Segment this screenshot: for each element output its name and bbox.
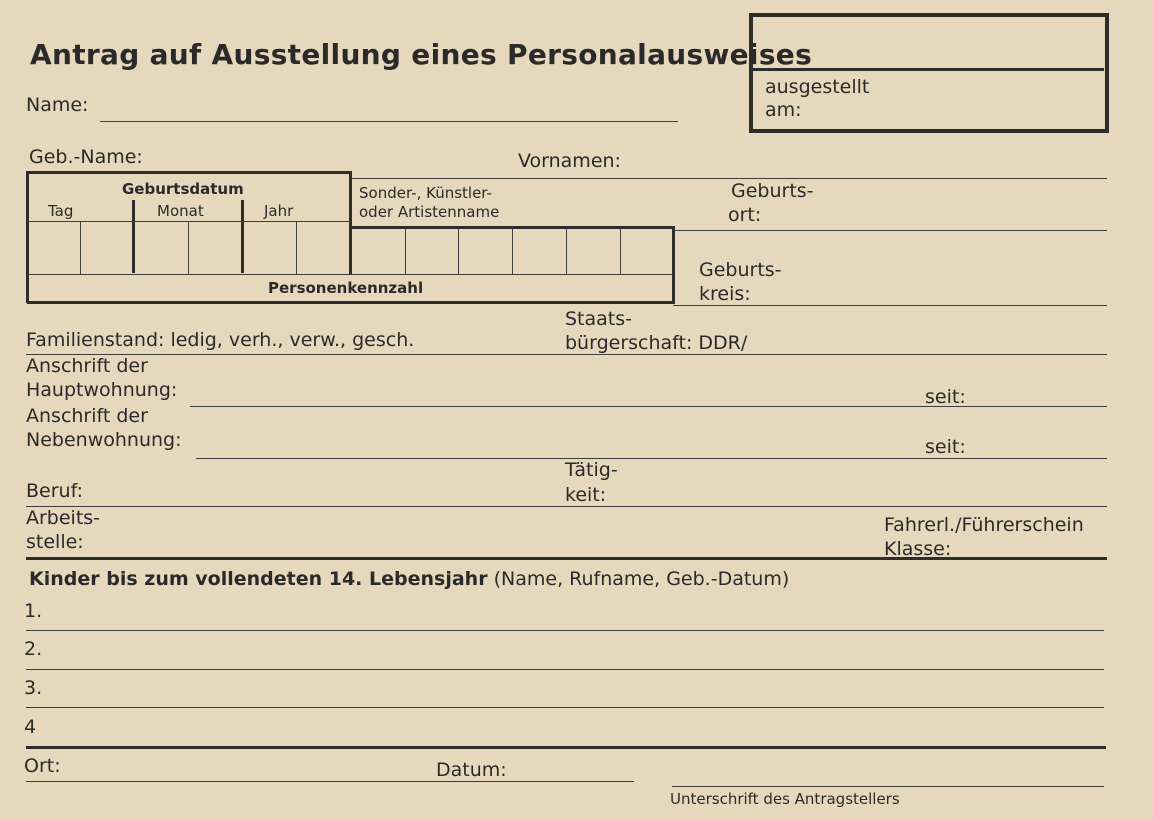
digit-cells-bottom	[27, 274, 673, 275]
birth-district-label-1: Geburts-	[699, 259, 782, 281]
place-date-field[interactable]	[26, 781, 634, 782]
digit-cell-divider	[80, 221, 81, 274]
children-heading-bold: Kinder bis zum vollendeten 14. Lebensjahr	[29, 568, 488, 590]
issued-box-divider	[752, 68, 1104, 71]
digit-cell-divider	[566, 226, 567, 274]
workplace-label-1: Arbeits-	[26, 507, 101, 529]
personal-id-box-right	[672, 226, 675, 304]
child-line-4[interactable]	[26, 746, 1106, 749]
secondary-residence-since-label: seit:	[925, 436, 966, 458]
birthdate-header: Geburtsdatum	[122, 180, 244, 198]
issued-box	[749, 13, 1109, 133]
personal-id-label: Personenkennzahl	[268, 279, 424, 297]
day-month-divider	[132, 200, 135, 273]
signature-line[interactable]	[672, 786, 1104, 787]
birthdate-box-top	[27, 171, 351, 174]
main-residence-since-label: seit:	[925, 386, 966, 408]
marital-status-label: Familienstand: ledig, verh., verw., gesch.	[26, 329, 415, 351]
day-label: Tag	[48, 202, 74, 220]
digit-cell-divider	[296, 221, 297, 274]
main-residence-label-1: Anschrift der	[26, 355, 148, 377]
name-field[interactable]	[100, 121, 678, 122]
secondary-residence-label-2: Nebenwohnung:	[26, 429, 182, 451]
birthdate-box-right	[349, 171, 352, 275]
issued-label: ausgestellt	[765, 76, 870, 98]
citizenship-label-1: Staats-	[565, 308, 633, 330]
main-residence-field[interactable]	[190, 406, 1107, 407]
digit-cells-top	[27, 221, 351, 222]
signature-label: Unterschrift des Antragstellers	[670, 790, 900, 808]
citizenship-label-2: bürgerschaft: DDR/	[565, 332, 748, 354]
birth-place-label-2: ort:	[728, 204, 762, 226]
birth-district-label-2: kreis:	[699, 283, 751, 305]
month-label: Monat	[157, 202, 204, 220]
issued-date-label: am:	[765, 99, 802, 121]
birth-district-field[interactable]	[673, 305, 1107, 306]
secondary-residence-label-1: Anschrift der	[26, 405, 148, 427]
license-label-1: Fahrerl./Führerschein	[884, 514, 1084, 536]
birth-place-label-1: Geburts-	[731, 180, 814, 202]
child-line-1[interactable]	[26, 630, 1104, 631]
date-label: Datum:	[436, 759, 507, 781]
form-title: Antrag auf Ausstellung eines Personalausweises	[30, 38, 813, 71]
main-residence-label-2: Hauptwohnung:	[26, 379, 178, 401]
month-year-divider	[241, 200, 244, 273]
birth-name-label: Geb.-Name:	[29, 146, 143, 168]
digit-cell-divider	[458, 226, 459, 274]
digit-cell-divider	[512, 226, 513, 274]
child-number-1: 1.	[24, 600, 43, 622]
activity-label-2: keit:	[565, 484, 607, 506]
child-number-3: 3.	[24, 677, 43, 699]
license-label-2: Klasse:	[884, 538, 952, 560]
workplace-field[interactable]	[26, 557, 1107, 560]
place-label: Ort:	[24, 755, 61, 777]
workplace-label-2: stelle:	[26, 531, 84, 553]
activity-label-1: Tätig-	[565, 459, 618, 481]
child-line-3[interactable]	[26, 707, 1104, 708]
digit-cell-divider	[620, 226, 621, 274]
child-number-2: 2.	[24, 638, 43, 660]
special-name-label-1: Sonder-, Künstler-	[359, 184, 492, 202]
child-number-4: 4	[24, 716, 37, 738]
profession-activity-field[interactable]	[26, 506, 1107, 507]
name-label: Name:	[26, 94, 89, 116]
marital-citizenship-field[interactable]	[26, 354, 1107, 355]
special-name-underline	[349, 226, 673, 229]
child-line-2[interactable]	[26, 669, 1104, 670]
children-heading	[29, 568, 789, 590]
children-heading-rest: (Name, Rufname, Geb.-Datum)	[493, 568, 790, 590]
birth-place-field[interactable]	[673, 230, 1107, 231]
birthdate-box-left	[26, 171, 29, 303]
year-label: Jahr	[264, 202, 294, 220]
special-name-label-2: oder Artistenname	[359, 203, 500, 221]
first-names-field[interactable]	[350, 178, 1107, 179]
personal-id-box-bottom	[27, 301, 675, 304]
digit-cell-divider	[188, 221, 189, 274]
digit-cell-divider	[405, 226, 406, 274]
profession-label: Beruf:	[26, 480, 83, 502]
first-names-label: Vornamen:	[518, 150, 621, 172]
secondary-residence-field[interactable]	[196, 458, 1107, 459]
